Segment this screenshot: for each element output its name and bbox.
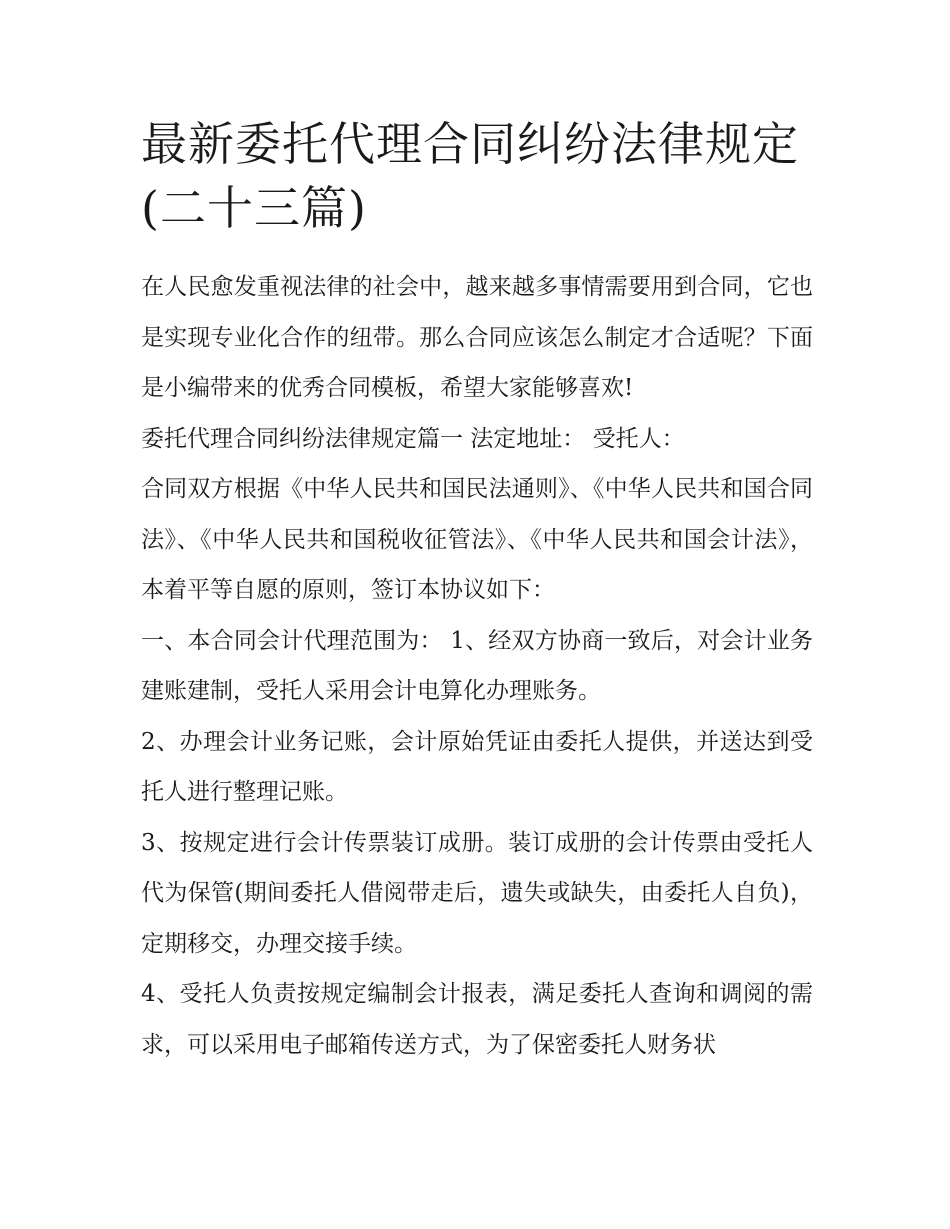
paragraph-clause-2: 2、办理会计业务记账，会计原始凭证由委托人提供，并送达到受托人进行整理记账。	[141, 728, 813, 805]
document-title: 最新委托代理合同纠纷法律规定(二十三篇)	[141, 117, 799, 235]
paragraph-section-heading: 委托代理合同纠纷法律规定篇一 法定地址： 受托人：	[141, 425, 685, 452]
paragraph-clause-4: 4、受托人负责按规定编制会计报表，满足委托人查询和调阅的需求，可以采用电子邮箱传送方式，为了保密委托人财务状	[141, 981, 813, 1058]
paragraph-intro: 在人民愈发重视法律的社会中，越来越多事情需要用到合同，它也是实现专业化合作的纽带。那么合同应该怎么制定才合适呢？下面是小编带来的优秀合同模板，希望大家能够喜欢!	[141, 274, 813, 401]
paragraph-clause-1: 一、本合同会计代理范围为： 1、经双方协商一致后，对会计业务建账建制，受托人采用会计电算化办理账务。	[141, 627, 813, 704]
document-page	[141, 112, 813, 1070]
paragraph-clause-3: 3、按规定进行会计传票装订成册。装订成册的会计传票由受托人代为保管(期间委托人借阅带走后，遗失或缺失，由委托人自负)，定期移交，办理交接手续。	[141, 829, 813, 957]
paragraph-legal-basis: 合同双方根据《中华人民共和国民法通则》、《中华人民共和国合同法》、《中华人民共和国税收征管法》、《中华人民共和国会计法》，本着平等自愿的原则，签订本协议如下：	[141, 476, 813, 603]
